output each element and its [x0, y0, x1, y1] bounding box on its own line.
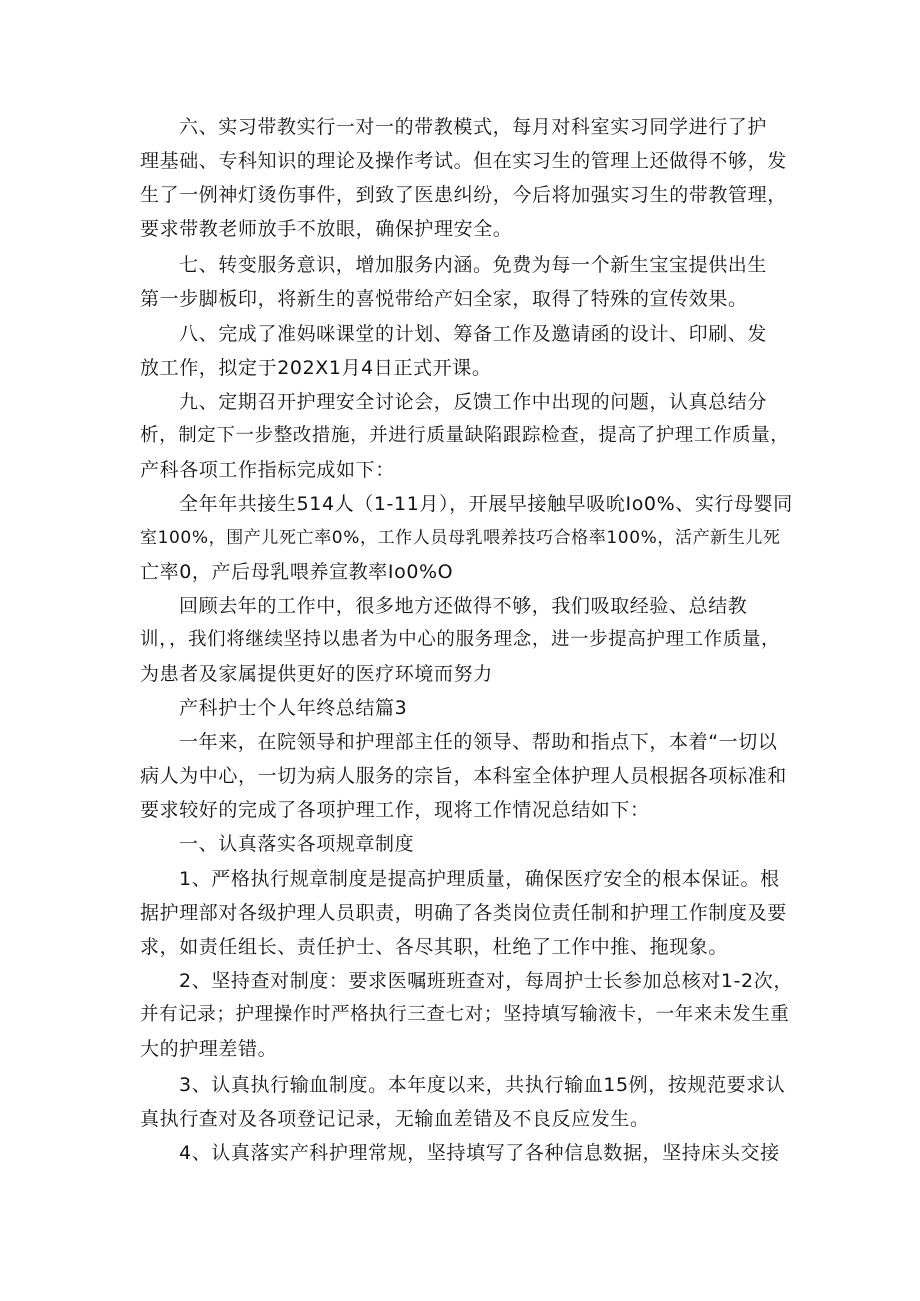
item-2-line-3: 大的护理差错。 [140, 1038, 278, 1060]
paragraph-8-line-2: 放工作，拟定于202X1月4日正式开课。 [140, 357, 492, 379]
item-2-line-1: 2、坚持查对制度：要求医嘱班班查对，每周护士长参加总核对1-2次， [179, 970, 793, 992]
item-3-line-1: 3、认真执行输血制度。本年度以来，共执行输血15例，按规范要求认 [179, 1074, 786, 1096]
review-line-2: 训，，我们将继续坚持以患者为中心的服务理念，进一步提高护理工作质量， [140, 629, 781, 650]
paragraph-6-line-4: 要求带教老师放手不放眼，确保护理安全。 [140, 218, 513, 240]
intro-line-1: 一年来，在院领导和护理部主任的领导、帮助和指点下，本着“一切以 [179, 731, 778, 753]
paragraph-7-line-1: 七、转变服务意识，增加服务内涵。免费为每一个新生宝宝提供出生 [179, 254, 768, 276]
item-1-line-3: 求，如责任组长、责任护士、各尽其职，杜绝了工作中推、拖现象。 [140, 936, 729, 958]
heading-rules: 一、认真落实各项规章制度 [179, 833, 415, 855]
item-1-line-1: 1、严格执行规章制度是提高护理质量，确保医疗安全的根本保证。根 [179, 868, 780, 890]
statistics-line-2: 室100%，围产儿死亡率0%，工作人员母乳喂养技巧合格率100%，活产新生儿死 [140, 528, 781, 548]
item-4-line-1: 4、认真落实产科护理常规，坚持填写了各种信息数据，坚持床头交接 [179, 1142, 780, 1164]
review-line-1: 回顾去年的工作中，很多地方还做得不够，我们吸取经验、总结教 [179, 595, 748, 617]
paragraph-9-line-3: 产科各项工作指标完成如下： [140, 459, 395, 481]
intro-line-2: 病人为中心，一切为病人服务的宗旨，本科室全体护理人员根据各项标准和 [140, 765, 787, 787]
paragraph-6-line-2: 理基础、专科知识的理论及操作考试。但在实习生的管理上还做得不够，发 [140, 150, 787, 172]
item-3-line-2: 真执行查对及各项登记记录，无输血差错及不良反应发生。 [140, 1108, 650, 1130]
paragraph-6-line-3: 生了一例神灯烫伤事件，到致了医患纠纷，今后将加强实习生的带教管理， [140, 184, 787, 206]
statistics-line-3: 亡率0，产后母乳喂养宣教率Io0%O [140, 561, 454, 583]
paragraph-9-line-1: 九、定期召开护理安全讨论会，反馈工作中出现的问题，认真总结分 [179, 391, 768, 413]
paragraph-6-line-1: 六、实习带教实行一对一的带教模式，每月对科室实习同学进行了护 [179, 116, 768, 138]
paragraph-8-line-1: 八、完成了准妈咪课堂的计划、筹备工作及邀请函的设计、印刷、发 [179, 323, 768, 345]
item-1-line-2: 据护理部对各级护理人员职责，明确了各类岗位责任制和护理工作制度及要 [140, 902, 787, 924]
review-line-3: 为患者及家属提供更好的医疗环境而努力 [140, 663, 493, 685]
item-2-line-2: 并有记录；护理操作时严格执行三查七对；坚持填写输液卡，一年来未发生重 [140, 1004, 790, 1025]
intro-line-3: 要求较好的完成了各项护理工作，现将工作情况总结如下： [140, 799, 650, 821]
paragraph-9-line-2: 析，制定下一步整改措施，并进行质量缺陷跟踪检查，提高了护理工作质量， [140, 425, 790, 446]
paragraph-7-line-2: 第一步脚板印，将新生的喜悦带给产妇全家，取得了特殊的宣传效果。 [140, 288, 748, 310]
statistics-line-1: 全年年共接生514人（1-11月），开展早接触早吸吮Io0%、实行母婴同 [179, 493, 793, 515]
section-title: 产科护士个人年终总结篇3 [179, 697, 408, 719]
